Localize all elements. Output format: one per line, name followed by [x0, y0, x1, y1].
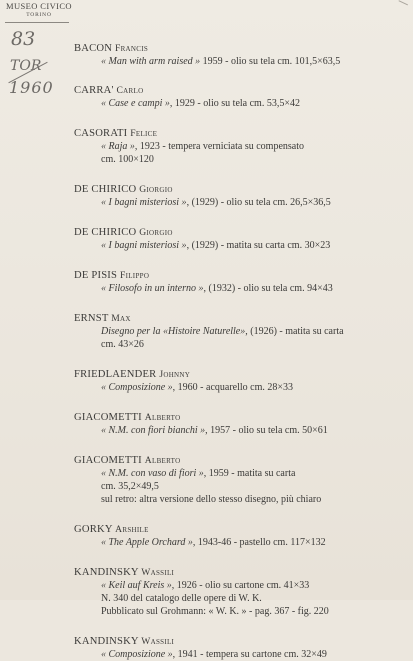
artist-surname: GIACOMETTI	[74, 455, 142, 466]
artwork-description: « Keil auf Kreis », 1926 - olio su cartone cm. 41×33	[101, 580, 310, 591]
artwork-detail: cm. 35,2×49,5	[101, 481, 159, 492]
artist-name	[74, 411, 404, 424]
artist-name	[74, 183, 404, 196]
artwork-detail: cm. 43×26	[101, 339, 144, 350]
artwork-entry	[74, 312, 404, 351]
artist-surname: CARRA'	[74, 85, 114, 96]
artist-given-name: Felice	[130, 128, 158, 139]
artist-name	[74, 566, 404, 579]
artwork-entry	[74, 566, 404, 618]
artist-surname: ERNST	[74, 313, 109, 324]
artist-given-name: Alberto	[144, 412, 181, 423]
handwritten-code: TOR	[10, 58, 42, 74]
artwork-entry	[74, 635, 404, 661]
artwork-description: « N.M. con vaso di fiori », 1959 - matita su carta	[101, 468, 296, 479]
artwork-detail: sul retro: altra versione dello stesso disegno, più chiaro	[101, 494, 322, 505]
artist-name	[74, 368, 404, 381]
artwork-entry	[74, 269, 404, 295]
artist-surname: DE CHIRICO	[74, 184, 137, 195]
artist-surname: BACON	[74, 43, 113, 54]
artwork-entry	[74, 42, 404, 68]
artist-name	[74, 42, 404, 55]
artwork-entry	[74, 411, 404, 437]
artist-name	[74, 312, 404, 325]
stamp-museo: MUSEO CIVICO	[6, 1, 72, 11]
artist-given-name: Francis	[114, 43, 149, 54]
artwork-detail: Pubblicato sul Grohmann: « W. K. » - pag. 367 - fig. 220	[101, 606, 329, 617]
artist-given-name: Max	[111, 313, 131, 324]
artist-given-name: Johnny	[159, 369, 191, 380]
artwork-description: « Raja », 1923 - tempera verniciata su compensato	[101, 141, 304, 152]
artist-given-name: Wassili	[141, 567, 175, 578]
artist-surname: KANDINSKY	[74, 567, 139, 578]
artist-name	[74, 454, 404, 467]
artwork-description: « Case e campi », 1929 - olio su tela cm. 53,5×42	[101, 98, 300, 109]
artist-name	[74, 269, 404, 282]
artist-name	[74, 226, 404, 239]
artist-given-name: Giorgio	[139, 227, 173, 238]
artwork-description: « The Apple Orchard », 1943-46 - pastello cm. 117×132	[101, 537, 326, 548]
museum-stamp	[6, 1, 72, 21]
artist-surname: CASORATI	[74, 128, 128, 139]
artwork-list	[74, 42, 404, 661]
artwork-description: « Filosofo in un interno », (1932) - olio su tela cm. 94×43	[101, 283, 333, 294]
artist-surname: KANDINSKY	[74, 636, 139, 647]
artwork-entry	[74, 368, 404, 394]
artist-given-name: Carlo	[116, 85, 144, 96]
artist-name	[74, 84, 404, 97]
artwork-detail: N. 340 del catalogo delle opere di W. K.	[101, 593, 262, 604]
artwork-entry	[74, 226, 404, 252]
artist-given-name: Wassili	[141, 636, 175, 647]
artist-surname: DE CHIRICO	[74, 227, 137, 238]
artist-surname: FRIEDLAENDER	[74, 369, 157, 380]
artist-given-name: Alberto	[144, 455, 181, 466]
artwork-description: « I bagni misteriosi », (1929) - matita su carta cm. 30×23	[101, 240, 331, 251]
artwork-entry	[74, 183, 404, 209]
corner-mark	[396, 0, 408, 11]
artwork-description: « Composizione », 1941 - tempera su cartone cm. 32×49	[101, 649, 327, 660]
artwork-description: « Man with arm raised » 1959 - olio su tela cm. 101,5×63,5	[101, 56, 341, 67]
artist-given-name: Filippo	[119, 270, 150, 281]
artist-name	[74, 523, 404, 536]
artwork-description: « Composizione », 1960 - acquarello cm. 28×33	[101, 382, 293, 393]
artist-given-name: Giorgio	[139, 184, 173, 195]
artist-name	[74, 635, 404, 648]
artwork-entry	[74, 454, 404, 506]
artwork-detail: cm. 100×120	[101, 154, 154, 165]
artwork-description: « I bagni misteriosi », (1929) - olio su tela cm. 26,5×36,5	[101, 197, 331, 208]
artwork-description: « N.M. con fiori bianchi », 1957 - olio su tela cm. 50×61	[101, 425, 328, 436]
stamp-torino: TORINO	[26, 12, 52, 18]
artist-surname: DE PISIS	[74, 270, 118, 281]
handwritten-year: 1960	[9, 78, 54, 97]
artist-surname: GORKY	[74, 524, 113, 535]
artwork-description: Disegno per la «Histoire Naturelle», (1926) - matita su carta	[101, 326, 344, 337]
artwork-entry	[74, 84, 404, 110]
handwritten-number: 83	[11, 28, 36, 50]
artwork-entry	[74, 523, 404, 549]
artist-given-name: Arshile	[115, 524, 149, 535]
stamp-underline	[5, 22, 69, 23]
artist-name	[74, 127, 404, 140]
artwork-entry	[74, 127, 404, 166]
artist-surname: GIACOMETTI	[74, 412, 142, 423]
